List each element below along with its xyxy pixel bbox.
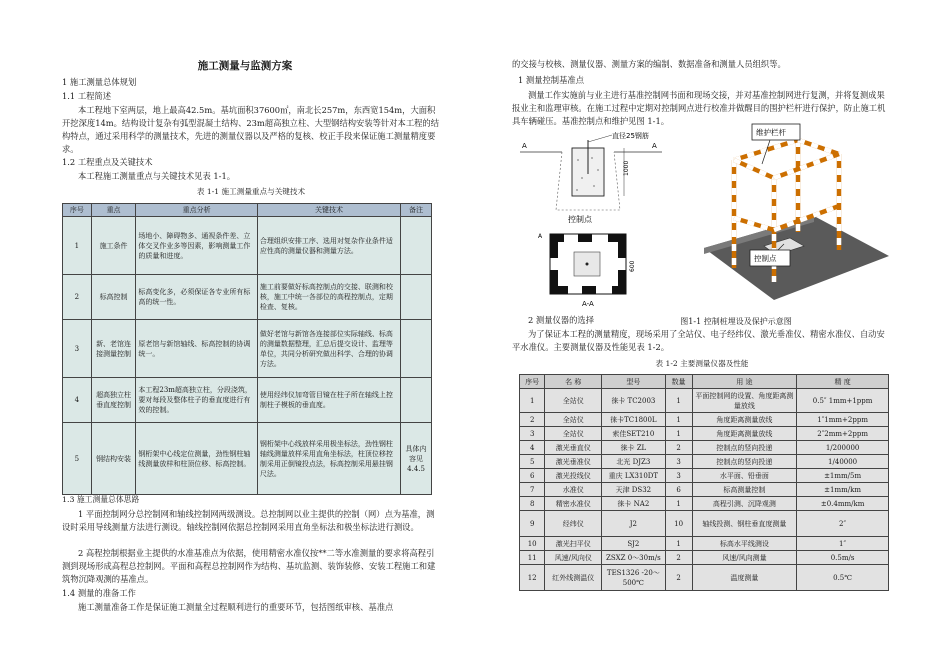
table-cell: 红外线测温仪 bbox=[545, 565, 602, 591]
table-cell: 5 bbox=[520, 455, 545, 469]
section-mark: A bbox=[522, 142, 527, 150]
table-cell bbox=[401, 378, 432, 423]
table-cell: 角度距离测量放线 bbox=[692, 413, 797, 427]
table-cell: 1 bbox=[665, 413, 692, 427]
page-title: 施工测量与监测方案 bbox=[197, 60, 293, 72]
table-cell: 水准仪 bbox=[545, 483, 602, 497]
control-pile-drawing bbox=[512, 130, 672, 310]
table-cell: 钢桁架中心线定位测量，劲性钢柱轴线测量放样和柱顶位移、标高控制。 bbox=[136, 423, 258, 495]
table-cell: 施工条件 bbox=[91, 217, 136, 275]
table-cell: 施工前要做好标高控制点的交接、联测和校核，施工中统一各部位的高程控制点，定期检查、复核。 bbox=[257, 275, 400, 320]
table-cell: 原老馆与新馆轴线、标高控制的协调统一。 bbox=[136, 320, 258, 378]
table-cell: 场地小、障碍物多、通视条件差、立体交叉作业多等因素，影响测量工作的质量和进度。 bbox=[136, 217, 258, 275]
paragraph-control-points: 测量工作实施前与业主进行基准控制网书面和现场交接，并对基准控制网进行复测，并将复测成果报业主和监理审核。在施工过程中定期对控制网点进行校准并做醒目的围护栏杆进行保护，防止施工机具车辆碰压。基准控制点和维护见图 1-1。 bbox=[512, 90, 886, 126]
table-cell: 全站仪 bbox=[545, 389, 602, 413]
plan-view bbox=[538, 233, 636, 308]
paragraph-instruments: 为了保证本工程的测量精度，现场采用了全站仪、电子经纬仪、激光垂准仪、精密水准仪、自动安平水准仪。主要测量仪器及性能见表 1-2。 bbox=[512, 329, 885, 352]
table-cell: 1″1mm+2ppm bbox=[797, 413, 889, 427]
control-point-callout: 控制点 bbox=[754, 254, 777, 263]
table-cell: ±1mm/km bbox=[797, 483, 889, 497]
column-header: 序号 bbox=[63, 204, 92, 217]
table-cell: 激光垂直仪 bbox=[545, 441, 602, 455]
table-cell: 0.5″ 1mm+1ppm bbox=[797, 389, 889, 413]
table-cell bbox=[401, 275, 432, 320]
table-row bbox=[520, 537, 889, 551]
table-cell: 控制点的竖向投递 bbox=[692, 455, 797, 469]
table-cell: 10 bbox=[665, 511, 692, 537]
table-cell: 1″ bbox=[797, 537, 889, 551]
table-row bbox=[520, 551, 889, 565]
table-cell: 使用经纬仪加弯管目镜在柱子所在轴线上控制柱子模板的垂直度。 bbox=[257, 378, 400, 423]
table-cell: 新、老馆连接测量控制 bbox=[91, 320, 136, 378]
table-row bbox=[520, 483, 889, 497]
table-cell: 2″2mm+2ppm bbox=[797, 427, 889, 441]
column-header: 型号 bbox=[602, 375, 665, 389]
paragraph-plane-control: 1 平面控制网分总控制网和轴线控制网两级测设。总控制网以业主提供的控制（网）点为基准，测设时采用导线测量方法进行测设。轴线控制网依据总控制网采用直角坐标法和极坐标法进行测设。 bbox=[62, 509, 435, 532]
table-row bbox=[520, 469, 889, 483]
section-heading-1-2: 1.2 工程重点及关键技术 bbox=[62, 157, 153, 167]
figure-1-1-caption: 图1-1 控制桩埋设及保护示意图 bbox=[680, 317, 792, 326]
section-mark: A bbox=[652, 142, 657, 150]
section-mark: A bbox=[538, 233, 543, 240]
table-cell: 角度距离测量放线 bbox=[692, 427, 797, 441]
table-1-2-caption: 表 1-2 主要测量仪器及性能 bbox=[655, 359, 749, 368]
table-cell: 做好老馆与新馆各连接部位实际轴线、标高的测量数据整理，汇总后提交设计、监理等单位，共同分析研究做出科学、合理的协调方法。 bbox=[257, 320, 400, 378]
table-cell: 激光扫平仪 bbox=[545, 537, 602, 551]
table-cell: 风速/风向测量 bbox=[692, 551, 797, 565]
table-1-1 bbox=[62, 203, 432, 495]
table-cell: 徕卡 NA2 bbox=[602, 497, 665, 511]
table-row bbox=[520, 511, 889, 537]
table-cell: 3 bbox=[665, 455, 692, 469]
table-cell: 激光垂准仪 bbox=[545, 455, 602, 469]
table-cell: 北光 DJZ3 bbox=[602, 455, 665, 469]
table-cell: 1 bbox=[665, 537, 692, 551]
table-cell bbox=[401, 217, 432, 275]
section-heading-1-3: 1.3 施工测量总体思路 bbox=[62, 495, 140, 504]
table-1-1-caption: 表 1-1 施工测量重点与关键技术 bbox=[196, 187, 306, 196]
table-cell: 索佳SET210 bbox=[602, 427, 665, 441]
paragraph-continued: 的交接与校核、测量仪器、测量方案的编制、数据准备和测量人员组织等。 bbox=[512, 59, 786, 69]
table-cell: 7 bbox=[520, 483, 545, 497]
table-cell: 1 bbox=[665, 427, 692, 441]
table-cell: 平面控制网的设置、角度距离测量放线 bbox=[692, 389, 797, 413]
table-cell: 9 bbox=[520, 511, 545, 537]
table-cell: 4 bbox=[520, 441, 545, 455]
table-cell: 1 bbox=[665, 389, 692, 413]
table-cell: 超高独立柱垂直度控制 bbox=[91, 378, 136, 423]
table-row bbox=[63, 320, 432, 378]
table-row bbox=[520, 497, 889, 511]
table-cell: 徕卡 TC2003 bbox=[602, 389, 665, 413]
table-cell: 水平面、铅垂面 bbox=[692, 469, 797, 483]
table-cell: 风速/风向仪 bbox=[545, 551, 602, 565]
table-cell: 激光投线仪 bbox=[545, 469, 602, 483]
table-row bbox=[63, 275, 432, 320]
table-cell: 3 bbox=[63, 320, 92, 378]
table-row bbox=[520, 413, 889, 427]
table-cell: 合理组织安排工序、选用对复杂作业条件适应性高的测量仪器和测量方法。 bbox=[257, 217, 400, 275]
table-cell: TES1326 -20～500℃ bbox=[602, 565, 665, 591]
table-cell: 0.5℃ bbox=[797, 565, 889, 591]
section-heading-control-points: 1 测量控制基准点 bbox=[518, 75, 584, 85]
table-cell: 1 bbox=[520, 389, 545, 413]
table-cell: 6 bbox=[665, 483, 692, 497]
table-cell: 1/200000 bbox=[797, 441, 889, 455]
control-point-label: 控制点 bbox=[568, 215, 592, 224]
protection-fence-illustration bbox=[694, 118, 894, 308]
table-cell: 全站仪 bbox=[545, 413, 602, 427]
table-row bbox=[520, 565, 889, 591]
table-cell: 1 bbox=[63, 217, 92, 275]
table-cell: 精密水准仪 bbox=[545, 497, 602, 511]
table-cell: 标高水平线测设 bbox=[692, 537, 797, 551]
paragraph-table-ref: 本工程施工测量重点与关键技术见表 1-1。 bbox=[78, 171, 236, 181]
table-1-2 bbox=[519, 374, 889, 591]
paragraph-preparation: 施工测量准备工作是保证施工测量全过程顺利进行的重要环节，包括图纸审核、基准点 bbox=[78, 602, 394, 612]
section-heading-instruments: 2 测量仪器的选择 bbox=[528, 315, 594, 325]
table-cell: SJ2 bbox=[602, 537, 665, 551]
column-header: 备注 bbox=[401, 204, 432, 217]
table-cell: 5 bbox=[63, 423, 92, 495]
table-cell: 3 bbox=[520, 427, 545, 441]
table-cell: 4 bbox=[63, 378, 92, 423]
table-cell: ZSXZ 0～30m/s bbox=[602, 551, 665, 565]
table-cell: 全站仪 bbox=[545, 427, 602, 441]
section-heading-1-4: 1.4 测量的准备工作 bbox=[62, 588, 136, 598]
table-cell: 1/40000 bbox=[797, 455, 889, 469]
table-cell: 2 bbox=[520, 413, 545, 427]
table-row bbox=[520, 441, 889, 455]
table-row bbox=[63, 378, 432, 423]
column-header: 重点分析 bbox=[136, 204, 258, 217]
table-cell: 8 bbox=[520, 497, 545, 511]
table-row bbox=[520, 455, 889, 469]
rebar-label: 直径25钢筋 bbox=[612, 132, 649, 140]
table-row bbox=[63, 217, 432, 275]
section-heading-1: 1 施工测量总体规划 bbox=[62, 77, 137, 87]
column-header: 用 途 bbox=[692, 375, 797, 389]
column-header: 序号 bbox=[520, 375, 545, 389]
paragraph-elevation-control: 2 高程控制根据业主提供的水准基准点为依据，使用精密水准仪按**二等水准测量的要求将高程引测到现场形成高程总控制网。平面和高程总控制网作为结构、基坑监测、装饰装修、安装工程施工和建筑物沉降观测的基准点。 bbox=[62, 548, 436, 584]
table-cell: 钢结构安装 bbox=[91, 423, 136, 495]
table-cell: 3 bbox=[665, 469, 692, 483]
table-cell: ±1mm/5m bbox=[797, 469, 889, 483]
table-cell: 控制点的竖向投递 bbox=[692, 441, 797, 455]
table-cell: 轴线投测、钢柱垂直度测量 bbox=[692, 511, 797, 537]
table-cell: 天津 DS32 bbox=[602, 483, 665, 497]
column-header: 精 度 bbox=[797, 375, 889, 389]
table-cell: 12 bbox=[520, 565, 545, 591]
table-cell: J2 bbox=[602, 511, 665, 537]
column-header: 关键技术 bbox=[257, 204, 400, 217]
table-cell: 2 bbox=[665, 551, 692, 565]
section-aa-label: A-A bbox=[582, 300, 594, 308]
column-header: 名 称 bbox=[545, 375, 602, 389]
table-cell: 重庆 LX310DT bbox=[602, 469, 665, 483]
table-cell: 徕卡TC1800L bbox=[602, 413, 665, 427]
table-cell bbox=[401, 320, 432, 378]
table-row bbox=[520, 389, 889, 413]
table-cell: 1 bbox=[665, 497, 692, 511]
table-cell: 2 bbox=[665, 565, 692, 591]
column-header: 数量 bbox=[665, 375, 692, 389]
table-cell: 徕卡 ZL bbox=[602, 441, 665, 455]
section-heading-1-1: 1.1 工程简述 bbox=[62, 91, 112, 101]
table-cell: 11 bbox=[520, 551, 545, 565]
table-cell: 钢桁架中心线放样采用极坐标法，劲性钢柱轴线测量放样采用直角坐标法，柱顶位移控制采用正倒镜投点法，标高控制采用悬挂钢尺法。 bbox=[257, 423, 400, 495]
table-cell: 标高变化多，必须保证各专业所有标高的统一性。 bbox=[136, 275, 258, 320]
table-cell: 本工程23m超高独立柱，分段浇筑，要对每段及整体柱子的垂直度进行有效的控制。 bbox=[136, 378, 258, 423]
table-header-row bbox=[63, 204, 432, 217]
dimension-label: 1000 bbox=[623, 160, 630, 176]
table-cell: 2″ bbox=[797, 511, 889, 537]
table-cell: 经纬仪 bbox=[545, 511, 602, 537]
column-header: 重点 bbox=[91, 204, 136, 217]
fence-callout: 维护栏杆 bbox=[756, 128, 786, 137]
table-cell: 0.5m/s bbox=[797, 551, 889, 565]
table-cell: 高程引测、沉降观测 bbox=[692, 497, 797, 511]
table-cell: 6 bbox=[520, 469, 545, 483]
table-header-row bbox=[520, 375, 889, 389]
table-cell: 2 bbox=[665, 441, 692, 455]
table-cell: ±0.4mm/km bbox=[797, 497, 889, 511]
table-cell: 10 bbox=[520, 537, 545, 551]
table-row bbox=[63, 423, 432, 495]
table-row bbox=[520, 427, 889, 441]
table-cell: 标高测量控制 bbox=[692, 483, 797, 497]
table-cell: 具体内容见4.4.5 bbox=[401, 423, 432, 495]
paragraph-overview: 本工程地下室两层，地上最高42.5m。基坑面积37600㎡，南北长257m，东西宽154m，大面积开挖深度14m。结构设计复杂有弧型混凝土结构、23m超高独立柱、大型钢结构安装等针对本工程的结构特点，通过采用科学的测量技术，先进的测量仪器以及严格的复核、校正手段来保证施工测量精度要求。 bbox=[62, 105, 440, 154]
table-cell: 标高控制 bbox=[91, 275, 136, 320]
table-cell: 2 bbox=[63, 275, 92, 320]
table-cell: 温度测量 bbox=[692, 565, 797, 591]
dimension-label: 600 bbox=[629, 260, 636, 272]
